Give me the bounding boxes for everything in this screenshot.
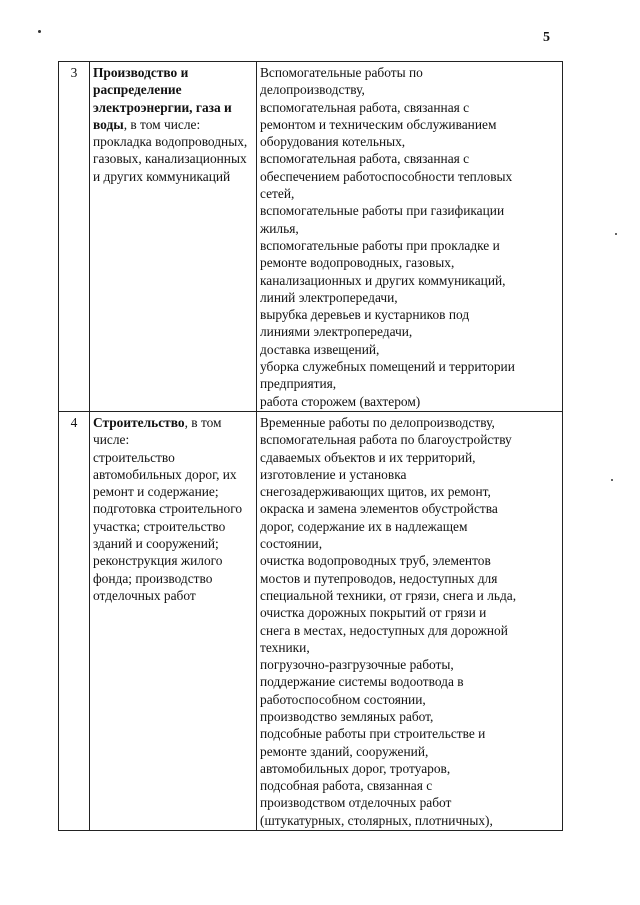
work-line: оборудования котельных,: [260, 134, 406, 150]
work-line: ремонтом и техническим обслуживанием: [260, 116, 497, 132]
work-line: погрузочно-разгрузочные работы,: [260, 657, 454, 673]
work-line: автомобильных дорог, тротуаров,: [260, 760, 451, 776]
work-line: линиями электропередачи,: [260, 324, 413, 340]
work-line: состоянии,: [260, 536, 323, 552]
work-line: вспомогательная работа, связанная с: [260, 151, 470, 167]
work-line: вырубка деревьев и кустарников под: [260, 307, 470, 323]
work-line: жилья,: [260, 220, 299, 236]
work-line: подсобные работы при строительстве и: [260, 726, 486, 742]
work-line: снегозадерживающих щитов, их ремонт,: [260, 484, 491, 500]
work-line: мостов и путепроводов, недоступных для: [260, 570, 498, 586]
work-line: канализационных и других коммуникаций,: [260, 272, 506, 288]
work-line: ремонте зданий, сооружений,: [260, 743, 429, 759]
works-table: [58, 61, 563, 831]
work-line: сетей,: [260, 186, 295, 202]
work-line: очистка дорожных покрытий от грязи и: [260, 605, 487, 621]
work-line: работоспособном состоянии,: [260, 691, 426, 707]
work-line: доставка извещений,: [260, 341, 380, 357]
work-line: сдаваемых объектов и их территорий,: [260, 449, 476, 465]
work-line: снега в местах, недоступных для дорожной: [260, 622, 508, 638]
work-line: обеспечением работоспособности тепловых: [260, 168, 513, 184]
sector-title: Строительство: [93, 414, 185, 430]
work-line: предприятия,: [260, 376, 337, 392]
sector-title: Производство и распределение электроэнергии, газа и воды: [93, 65, 232, 132]
row-number: 3: [59, 62, 90, 412]
sector-suffix: , в том числе:: [93, 414, 222, 448]
sector-items: прокладка водопроводных, газовых, канализационных и других коммуникаций: [93, 134, 248, 184]
work-line: (штукатурных, столярных, плотничных),: [260, 812, 493, 828]
work-line: подсобная работа, связанная с: [260, 778, 433, 794]
work-line: окраска и замена элементов обустройства: [260, 501, 498, 517]
work-line: техники,: [260, 639, 310, 655]
works-cell: [257, 62, 563, 412]
sector-cell: [90, 411, 257, 830]
work-line: изготовление и установка: [260, 466, 407, 482]
work-line: уборка служебных помещений и территории: [260, 359, 515, 375]
table-row: [59, 62, 563, 412]
work-line: ремонте водопроводных, газовых,: [260, 255, 455, 271]
sector-cell: [90, 62, 257, 412]
row-number: 4: [59, 411, 90, 830]
scan-speck: [615, 233, 617, 235]
work-line: Вспомогательные работы по: [260, 65, 423, 80]
page-number: 5: [543, 30, 550, 45]
table-row: [59, 411, 563, 830]
scan-speck: [611, 479, 613, 481]
scan-speck: [38, 30, 41, 33]
work-line: вспомогательные работы при газификации: [260, 203, 505, 219]
work-line: вспомогательные работы при прокладке и: [260, 237, 500, 253]
work-line: поддержание системы водоотвода в: [260, 674, 464, 690]
work-line: работа сторожем (вахтером): [260, 393, 421, 409]
work-line: делопроизводству,: [260, 82, 365, 98]
work-line: вспомогательная работа, связанная с: [260, 99, 470, 115]
work-line: линий электропередачи,: [260, 289, 398, 305]
work-line: дорог, содержание их в надлежащем: [260, 518, 468, 534]
sector-items: строительство автомобильных дорог, их ремонт и содержание; подготовка строительного участка; строительство зданий и сооружений; реконструкция жилого фонда; производство отделочных работ: [93, 449, 243, 603]
sector-suffix: , в том числе:: [123, 116, 201, 132]
works-cell: [257, 411, 563, 830]
work-line: производством отделочных работ: [260, 795, 452, 811]
work-line: производство земляных работ,: [260, 708, 434, 724]
work-line: очистка водопроводных труб, элементов: [260, 553, 491, 569]
work-line: специальной техники, от грязи, снега и льда,: [260, 587, 517, 603]
work-line: Временные работы по делопроизводству,: [260, 414, 495, 430]
work-line: вспомогательная работа по благоустройству: [260, 432, 512, 448]
